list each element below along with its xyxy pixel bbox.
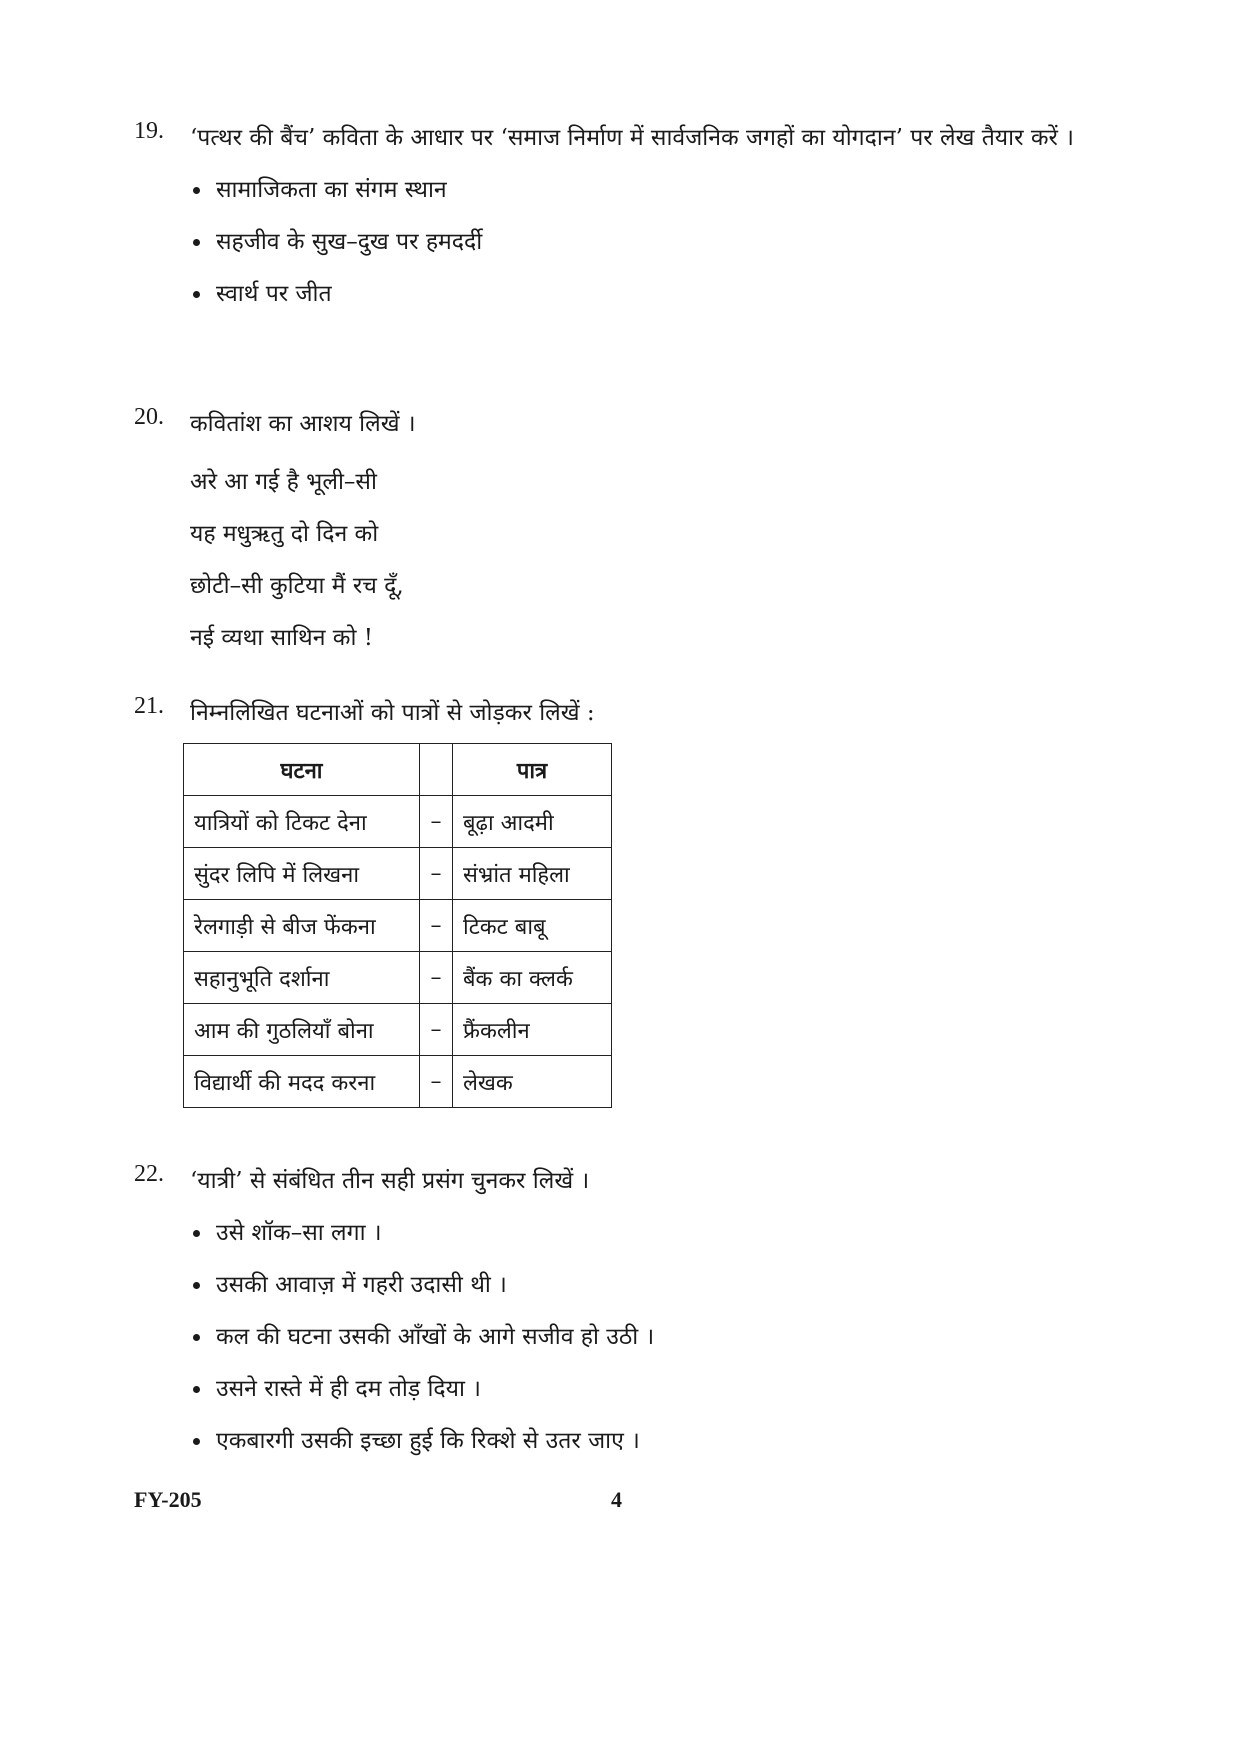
question-20 (134, 404, 1094, 664)
bullet-item: उसे शॉक–सा लगा । (190, 1207, 1094, 1259)
poem-line: छोटी–सी कुटिया मैं रच दूँ, (190, 573, 404, 599)
dash-cell: – (420, 1004, 453, 1056)
dash-cell: – (420, 952, 453, 1004)
event-cell: यात्रियों को टिकट देना (184, 796, 420, 848)
character-cell: संभ्रांत महिला (453, 848, 612, 900)
dash-cell: – (420, 848, 453, 900)
question-number: 21. (134, 693, 164, 719)
question-text: निम्नलिखित घटनाओं को पात्रों से जोड़कर लिखें : (190, 700, 595, 726)
dash-cell: – (420, 796, 453, 848)
bullet-item: सामाजिकता का संगम स्थान (190, 164, 1094, 216)
poem-excerpt (190, 456, 1094, 664)
question-number: 19. (134, 118, 164, 144)
question-21 (134, 693, 1094, 1108)
bullet-item: एकबारगी उसकी इच्छा हुई कि रिक्शे से उतर जाए । (190, 1415, 1094, 1467)
page-number: 4 (611, 1487, 622, 1512)
bullet-item: कल की घटना उसकी आँखों के आगे सजीव हो उठी । (190, 1311, 1094, 1363)
bullet-list (190, 1207, 1094, 1467)
column-header-character: पात्र (453, 744, 612, 796)
matching-table (183, 743, 612, 1108)
poem-line: यह मधुऋतु दो दिन को (190, 521, 379, 547)
character-cell: बैंक का क्लर्क (453, 952, 612, 1004)
event-cell: रेलगाड़ी से बीज फेंकना (184, 900, 420, 952)
character-cell: फ्रैंकलीन (453, 1004, 612, 1056)
table-row (184, 900, 612, 952)
bullet-item: उसने रास्ते में ही दम तोड़ दिया । (190, 1363, 1094, 1415)
table-row (184, 1056, 612, 1108)
question-19 (134, 118, 1094, 320)
question-number: 22. (134, 1161, 164, 1187)
bullet-item: स्वार्थ पर जीत (190, 268, 1094, 320)
table-row (184, 796, 612, 848)
question-22 (134, 1161, 1094, 1467)
event-cell: विद्यार्थी की मदद करना (184, 1056, 420, 1108)
table-row (184, 952, 612, 1004)
bullet-item: सहजीव के सुख–दुख पर हमदर्दी (190, 216, 1094, 268)
dash-cell: – (420, 900, 453, 952)
bullet-list (190, 164, 1094, 320)
bullet-item: उसकी आवाज़ में गहरी उदासी थी । (190, 1259, 1094, 1311)
table-header-row (184, 744, 612, 796)
dash-cell: – (420, 1056, 453, 1108)
character-cell: बूढ़ा आदमी (453, 796, 612, 848)
question-text: कवितांश का आशय लिखें । (190, 411, 416, 437)
poem-line: नई व्यथा साथिन को ! (190, 625, 373, 651)
question-number: 20. (134, 404, 164, 430)
question-text: ‘पत्थर की बैंच’ कविता के आधार पर ‘समाज निर्माण में सार्वजनिक जगहों का योगदान’ पर लेख तैयार करें । (190, 125, 1074, 151)
character-cell: टिकट बाबू (453, 900, 612, 952)
table-row (184, 1004, 612, 1056)
table-row (184, 848, 612, 900)
event-cell: सुंदर लिपि में लिखना (184, 848, 420, 900)
question-text: ‘यात्री’ से संबंधित तीन सही प्रसंग चुनकर लिखें । (190, 1168, 590, 1194)
character-cell: लेखक (453, 1056, 612, 1108)
paper-code: FY-205 (134, 1487, 202, 1512)
column-header-event: घटना (184, 744, 420, 796)
event-cell: सहानुभूति दर्शाना (184, 952, 420, 1004)
event-cell: आम की गुठलियाँ बोना (184, 1004, 420, 1056)
column-header-separator (420, 744, 453, 796)
poem-line: अरे आ गई है भूली–सी (190, 469, 377, 495)
